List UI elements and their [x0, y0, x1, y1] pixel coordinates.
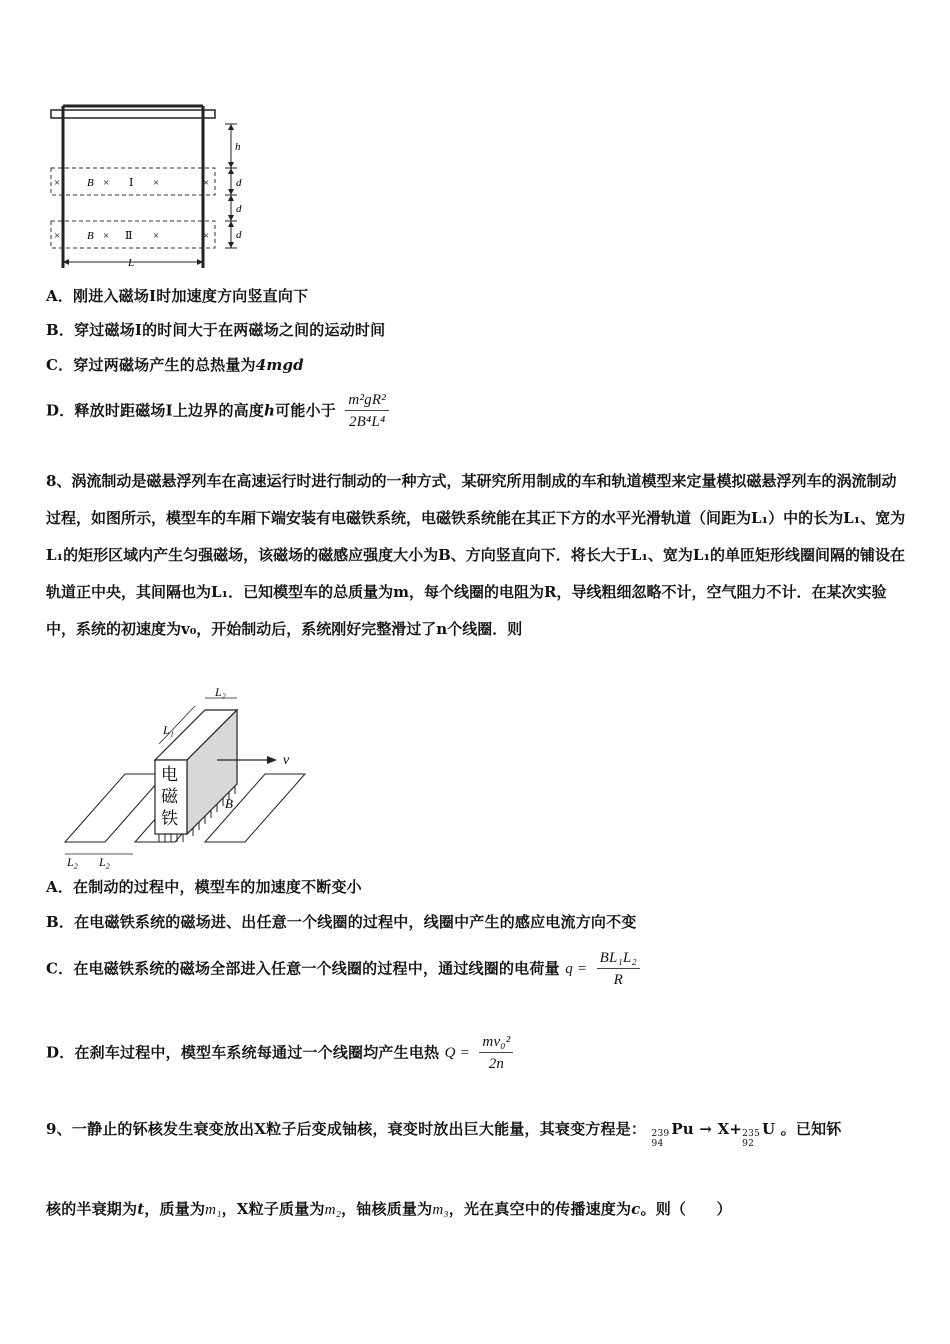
q7-option-c: C．穿过两磁场产生的总热量为4mgd — [46, 356, 304, 374]
label-d: d — [236, 177, 242, 189]
label-L: L — [128, 257, 135, 269]
magnet-char: 磁 — [161, 787, 178, 806]
cross-mark: × — [153, 230, 160, 242]
q9-line-1: 9、一静止的钚核发生衰变放出X粒子后变成铀核，衰变时放出巨大能量，其衰变方程是： 239 94 Pu → X+ 235 92 U 。已知钚 — [46, 1120, 842, 1149]
q8-option-a: A．在制动的过程中，模型车的加速度不断变小 — [46, 878, 362, 896]
label-B: B — [87, 230, 94, 242]
cross-mark: × — [54, 230, 61, 242]
label-L2: L₂ — [67, 855, 78, 869]
figure-eddy-brake — [55, 684, 315, 869]
label-L1: L₁ — [163, 723, 174, 737]
q7-option-a: A．刚进入磁场Ⅰ时加速度方向竖直向下 — [46, 287, 309, 305]
cross-mark: × — [103, 177, 110, 189]
q8-option-b: B．在电磁铁系统的磁场进、出任意一个线圈的过程中，线圈中产生的感应电流方向不变 — [46, 913, 637, 931]
q8-stem: 8、涡流制动是磁悬浮列车在高速运行时进行制动的一种方式，某研究所用制成的车和轨道模型来定量模拟磁悬浮列车的涡流制动过程，如图所示，模型车的车厢下端安装有电磁铁系统，电磁铁系统能在其正下方的水平光滑轨道（间距为L₁）中的长为L₁、宽为L₁的矩形区域内产生匀强磁场，该磁场的磁感应强度大小为B、方向竖直向下．将长大于L₁、宽为L₁的单匝矩形线圈间隔的铺设在轨道正中央，其间隔也为L₁．已知模型车的总质量为m，每个线圈的电阻为R，导线粗细忽略不计，空气阻力不计．在某次实验中，系统的初速度为v₀，开始制动后，系统刚好完整滑过了n个线圈．则 — [46, 472, 906, 638]
q7-option-d: D．释放时距磁场Ⅰ上边界的高度h可能小于 $\frac{\text{m²gR²}}{\text{2B⁴L⁴}}$ — [46, 390, 389, 433]
label-d: d — [236, 203, 242, 215]
magnet-char: 铁 — [161, 809, 178, 828]
label-h: h — [235, 141, 241, 153]
q7-option-b: B．穿过磁场Ⅰ的时间大于在两磁场之间的运动时间 — [46, 321, 386, 339]
magnet-char: 电 — [161, 765, 178, 784]
cross-mark: × — [203, 177, 210, 189]
label-B: B — [225, 796, 233, 811]
label-L2: L₂ — [99, 855, 110, 869]
fraction-d: $\frac{\text{m²gR²}}{\text{2B⁴L⁴}}$ — [345, 390, 389, 433]
cross-mark: × — [153, 177, 160, 189]
u-isotope: 235 92 — [742, 1129, 760, 1149]
cross-mark: × — [54, 177, 61, 189]
label-d: d — [236, 229, 242, 241]
label-region-1: Ⅰ — [129, 177, 134, 189]
label-region-2: Ⅱ — [125, 230, 133, 242]
figure-magnetic-fields — [45, 100, 260, 275]
pu-isotope: 239 94 — [651, 1129, 670, 1149]
cross-mark: × — [203, 230, 210, 242]
label-B: B — [87, 177, 94, 189]
fraction-q: $\frac{\text{BL₁L₂}}{R}$ — [597, 948, 640, 991]
cross-mark: × — [103, 230, 110, 242]
q8-option-c: C．在电磁铁系统的磁场全部进入任意一个线圈的过程中，通过线圈的电荷量 q = $\frac{\text{BL₁L₂}}{R}$ — [46, 948, 640, 991]
q8-option-d: D．在刹车过程中，模型车系统每通过一个线圈均产生电热 Q = $\frac{\text{mv₀²}}{2n}$ — [46, 1032, 513, 1075]
q9-line-2: 核的半衰期为t，质量为m₁，X粒子质量为m₂，铀核质量为m₃，光在真空中的传播速度为c。则（ ） — [46, 1200, 732, 1218]
fraction-Q: $\frac{\text{mv₀²}}{2n}$ — [479, 1032, 513, 1075]
label-v: v — [283, 753, 290, 768]
label-L2-top: L₂ — [215, 685, 226, 699]
